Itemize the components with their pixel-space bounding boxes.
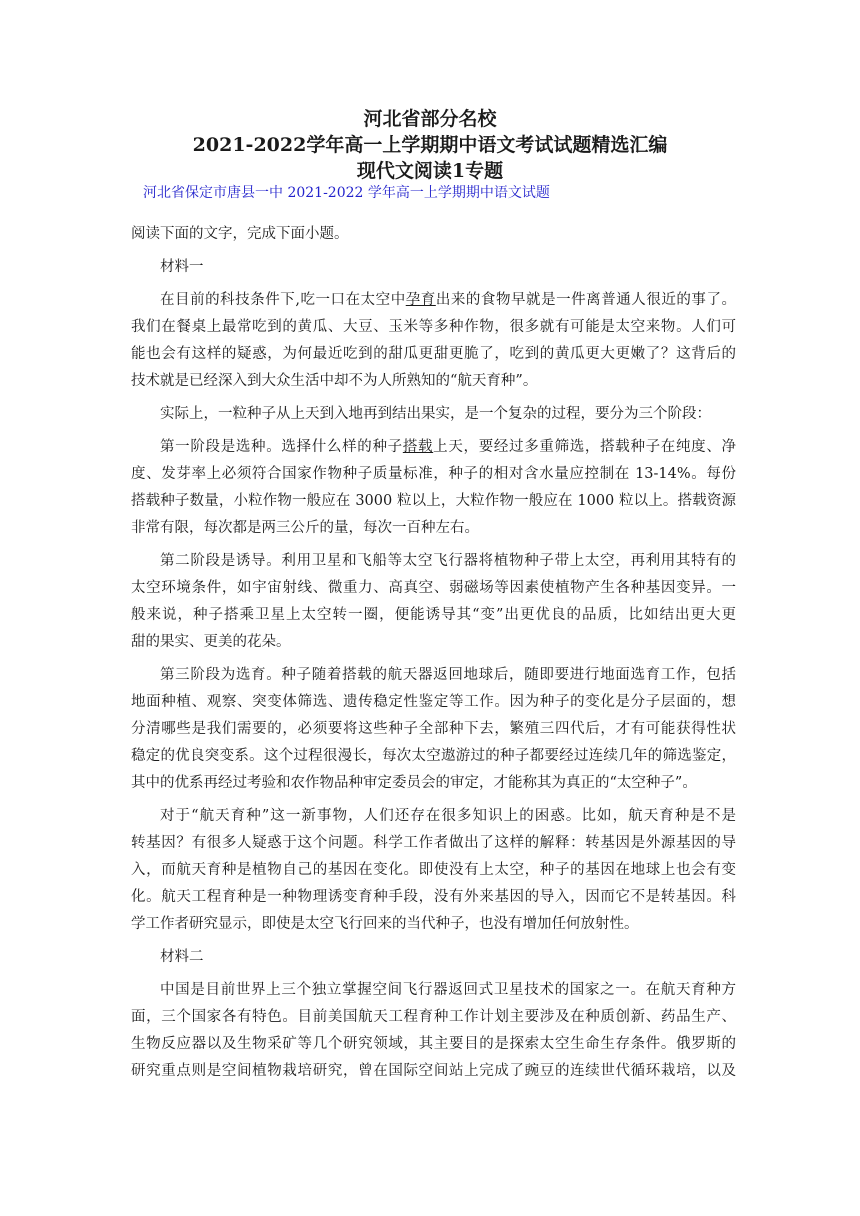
p1-line3: 能也会有这样的疑惑，为何最近吃到的甜瓜更甜更脆了，吃到的黄瓜更大更嫩了？这背后的 xyxy=(131,346,736,362)
p4-line2: 太空环境条件，如宇宙射线、微重力、高真空、弱磁场等因素使植物产生各种基因变异。一 xyxy=(131,580,736,596)
p6-line5: 学工作者研究显示，即使是太空飞行回来的当代种子，也没有增加任何放射性。 xyxy=(131,916,639,932)
p1-line2: 我们在餐桌上最常吃到的黄瓜、大豆、玉米等多种作物，很多就有可能是太空来物。人们可 xyxy=(131,319,736,335)
p3-line1: 第一阶段是选种。选择什么样的种子搭载上天，要经过多重筛选，搭载种子在纯度、净 xyxy=(160,439,737,455)
p3-line2: 度、发芽率上必须符合国家作物种子质量标准，种子的相对含水量应控制在 13-14%。每份 xyxy=(131,466,736,482)
p5-line4: 稳定的优良突变系。这个过程很漫长，每次太空遨游过的种子都要经过连续几年的筛选鉴定， xyxy=(131,748,736,764)
p6-line4: 化。航天工程育种是一种物理诱变育种手段，没有外来基因的导入，因而它不是转基因。科 xyxy=(131,889,736,905)
p5-line1: 第三阶段为选育。种子随着搭载的航天器返回地球后，随即要进行地面选育工作，包括 xyxy=(160,667,736,683)
p5-line5: 其中的优系再经过考验和农作物品种审定委员会的审定，才能称其为真正的“太空种子”。 xyxy=(131,775,697,791)
p3-line4: 非常有限，每次都是两三公斤的量，每次一百种左右。 xyxy=(131,520,479,536)
p5-line2: 地面种植、观察、突变体筛选、遗传稳定性鉴定等工作。因为种子的变化是分子层面的，想 xyxy=(131,694,736,710)
source-link[interactable]: 河北省保定市唐县一中 2021-2022 学年高一上学期期中语文试题 xyxy=(143,185,550,201)
p3-line3: 搭载种子数量，小粒作物一般应在 3000 粒以上，大粒作物一般应在 1000 粒以上。搭载资源 xyxy=(131,493,736,509)
p4-line3: 般来说，种子搭乘卫星上太空转一圈，便能诱导其“变”出更优良的品质，比如结出更大更 xyxy=(131,607,736,623)
p4-line4: 甜的果实、更美的花朵。 xyxy=(131,634,291,650)
p7-line4: 研究重点则是空间植物栽培研究，曾在国际空间站上完成了豌豆的连续世代循环栽培，以及 xyxy=(131,1063,736,1079)
material2-label: 材料二 xyxy=(160,949,204,965)
p6-line2: 转基因？有很多人疑惑于这个问题。科学工作者做出了这样的解释：转基因是外源基因的导 xyxy=(131,835,736,851)
material1-label: 材料一 xyxy=(160,259,204,275)
p4-line1: 第二阶段是诱导。利用卫星和飞船等太空飞行器将植物种子带上太空，再利用其特有的 xyxy=(160,553,736,569)
p6-line3: 入，而航天育种是植物自己的基因在变化。即使没有上太空，种子的基因在地球上也会有变 xyxy=(131,862,736,878)
instruction-text: 阅读下面的文字，完成下面小题。 xyxy=(131,226,349,242)
exam-title: 2021-2022学年高一上学期期中语文考试试题精选汇编 xyxy=(192,134,668,156)
underlined-word-dazai: 搭载 xyxy=(402,439,434,455)
p5-line3: 分清哪些是我们需要的，必须要将这些种子全部种下去，繁殖三四代后，才有可能获得性状 xyxy=(131,721,736,737)
school-title: 河北省部分名校 xyxy=(363,108,497,130)
p6-line1: 对于“航天育种”这一新事物，人们还存在很多知识上的困惑。比如，航天育种是不是 xyxy=(160,808,736,824)
p2-line1: 实际上，一粒种子从上天到入地再到结出果实，是一个复杂的过程，要分为三个阶段： xyxy=(160,406,711,422)
p1-line1: 在目前的科技条件下,吃一口在太空中孕育出来的食物早就是一件离普通人很近的事了。 xyxy=(160,292,737,308)
p7-line3: 生物反应器以及生物采矿等几个研究领域，其主要目的是探索太空生命生存条件。俄罗斯的 xyxy=(131,1036,736,1052)
p7-line2: 面，三个国家各有特色。目前美国航天工程育种工作计划主要涉及在种质创新、药品生产、 xyxy=(131,1009,736,1025)
p1-line4: 技术就是已经深入到大众生活中却不为人所熟知的“航天育种”。 xyxy=(131,373,538,389)
underlined-word-yunyu: 孕育 xyxy=(405,292,436,308)
topic-title: 现代文阅读1专题 xyxy=(356,160,504,182)
p7-line1: 中国是目前世界上三个独立掌握空间飞行器返回式卫星技术的国家之一。在航天育种方 xyxy=(160,982,736,998)
